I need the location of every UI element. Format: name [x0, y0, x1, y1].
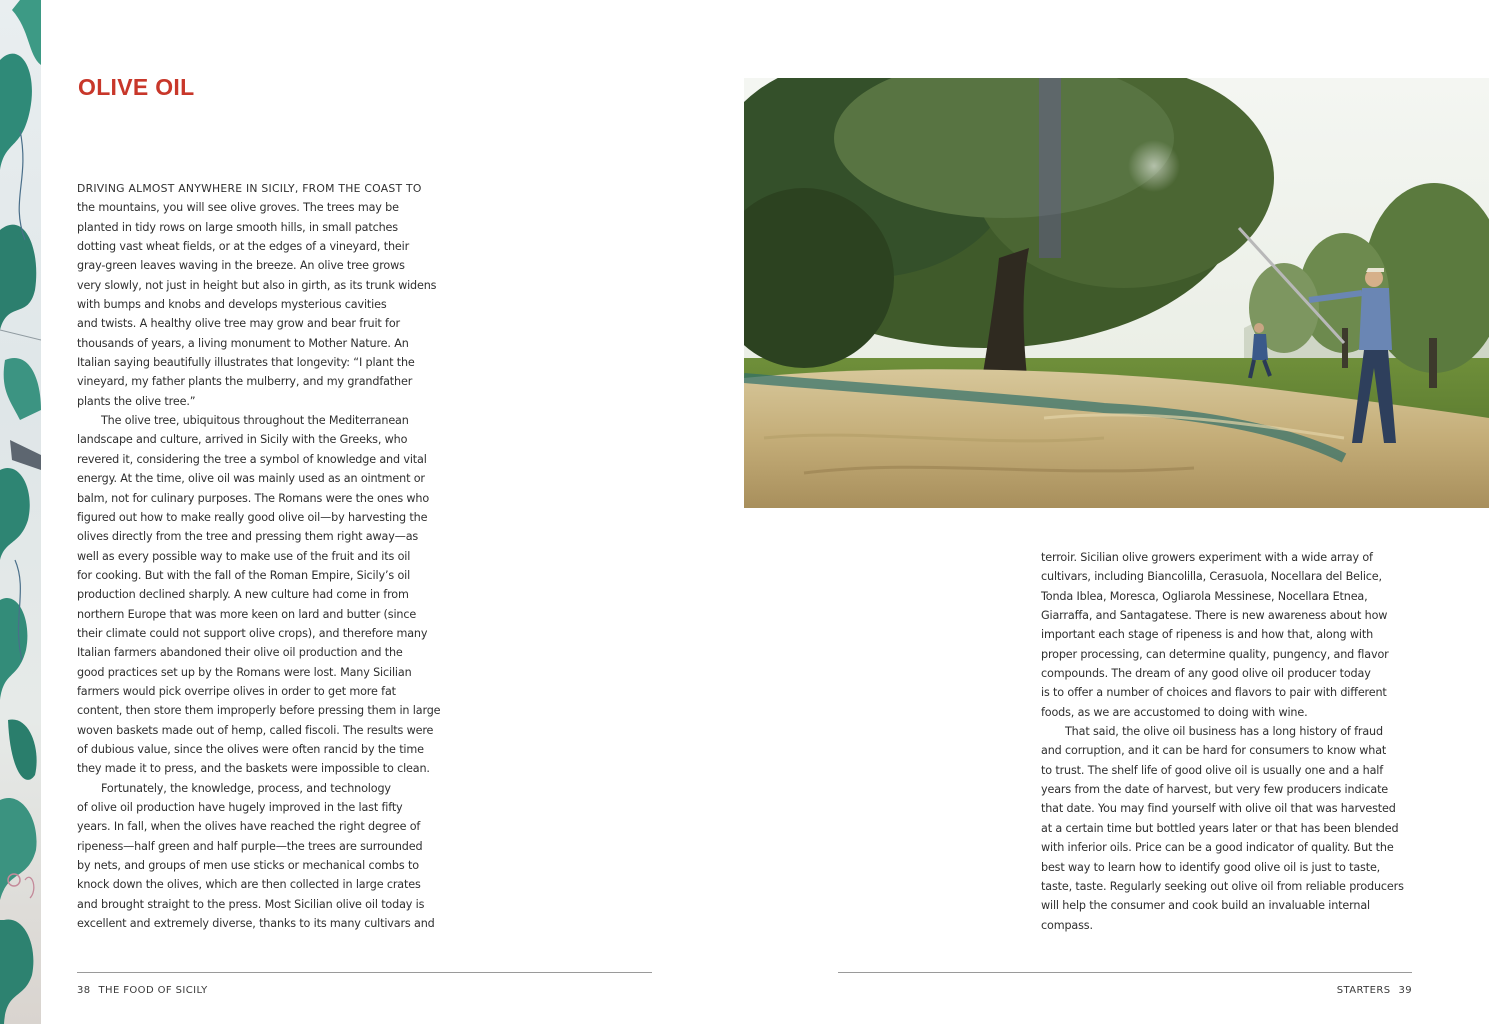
body-text-line: vineyard, my father plants the mulberry, and my grandfather	[77, 375, 413, 389]
left-body-text	[77, 179, 452, 933]
body-text-line: figured out how to make really good olive oil—by harvesting the	[77, 510, 428, 524]
body-text-line: taste, taste. Regularly seeking out olive oil from reliable producers	[1041, 879, 1404, 893]
body-text-line: woven baskets made out of hemp, called fiscoli. The results were	[77, 723, 434, 737]
body-text-line: northern Europe that was more keen on lard and butter (since	[77, 607, 417, 621]
body-text-line: good practices set up by the Romans were lost. Many Sicilian	[77, 665, 412, 679]
right-body-text	[1041, 548, 1416, 935]
body-text-line: gray-green leaves waving in the breeze. An olive tree grows	[77, 259, 405, 273]
body-text-line: years. In fall, when the olives have reached the right degree of	[77, 820, 421, 834]
body-text-line: farmers would pick overripe olives in order to get more fat	[77, 684, 396, 698]
body-text-line: and twists. A healthy olive tree may grow and bear fruit for	[77, 317, 400, 331]
body-text-line: well as every possible way to make use of the fruit and its oil	[77, 549, 411, 563]
body-text-line: revered it, considering the tree a symbol of knowledge and vital	[77, 452, 427, 466]
body-text-line: of dubious value, since the olives were often rancid by the time	[77, 742, 424, 756]
tile-pattern-icon	[0, 0, 41, 1024]
body-text-line: compass.	[1041, 918, 1093, 932]
body-text-line: their climate could not support olive crops), and therefore many	[77, 626, 428, 640]
right-page	[744, 0, 1489, 1024]
body-text-line: and brought straight to the press. Most Sicilian olive oil today is	[77, 897, 425, 911]
body-text-line: at a certain time but bottled years later or that has been blended	[1041, 821, 1399, 835]
body-text-line: they made it to press, and the baskets were impossible to clean.	[77, 762, 430, 776]
folio-right	[1337, 985, 1412, 996]
body-text-line: landscape and culture, arrived in Sicily with the Greeks, who	[77, 433, 408, 447]
body-text-line: years from the date of harvest, but very few producers indicate	[1041, 783, 1389, 797]
body-text-line: planted in tidy rows on large smooth hills, in small patches	[77, 220, 398, 234]
running-head: THE FOOD OF SICILY	[98, 985, 208, 996]
folio-left	[77, 985, 208, 996]
body-text-line: best way to learn how to identify good olive oil is just to taste,	[1041, 860, 1381, 874]
body-text-line: Fortunately, the knowledge, process, and technology	[101, 781, 391, 795]
body-text-line: Tonda Iblea, Moresca, Ogliarola Messinese, Nocellara Etnea,	[1041, 589, 1368, 603]
running-head: STARTERS	[1336, 985, 1391, 996]
left-page	[41, 0, 744, 1024]
body-text-line: Giarraffa, and Santagatese. There is new awareness about how	[1041, 609, 1388, 623]
body-text-line: knock down the olives, which are then collected in large crates	[77, 878, 421, 892]
body-text-line: proper processing, can determine quality, pungency, and flavor	[1041, 647, 1389, 661]
body-text-line: DRIVING ALMOST ANYWHERE IN SICILY, FROM THE COAST TO	[77, 182, 422, 195]
body-text-line: thousands of years, a living monument to Mother Nature. An	[77, 336, 409, 350]
body-text-line: that date. You may find yourself with olive oil that was harvested	[1041, 802, 1396, 816]
body-text-line: olives directly from the tree and pressing them right away—as	[77, 530, 419, 544]
body-text-line: Italian saying beautifully illustrates that longevity: “I plant the	[77, 356, 415, 370]
page-number: 39	[1398, 985, 1412, 996]
body-text-line: will help the consumer and cook build an invaluable internal	[1041, 899, 1370, 913]
olive-grove-photo	[744, 78, 1489, 508]
body-text-line: energy. At the time, olive oil was mainly used as an ointment or	[77, 472, 425, 486]
body-text-line: cultivars, including Biancolilla, Cerasuola, Nocellara del Belice,	[1041, 570, 1382, 584]
body-text-line: plants the olive tree.”	[77, 394, 196, 408]
body-text-line: That said, the olive oil business has a long history of fraud	[1065, 725, 1383, 739]
body-text-line: for cooking. But with the fall of the Roman Empire, Sicily’s oil	[77, 568, 411, 582]
page-number: 38	[77, 985, 91, 996]
body-text-line: dotting vast wheat fields, or at the edges of a vineyard, their	[77, 240, 410, 254]
body-text-line: foods, as we are accustomed to doing with wine.	[1041, 705, 1308, 719]
body-text-line: Italian farmers abandoned their olive oil production and the	[77, 646, 403, 660]
section-heading: OLIVE OIL	[78, 74, 195, 100]
decorative-tile-border	[0, 0, 41, 1024]
body-text-line: of olive oil production have hugely improved in the last fifty	[77, 801, 403, 814]
body-text-line: with inferior oils. Price can be a good indicator of quality. But the	[1041, 841, 1394, 855]
body-text-line: important each stage of ripeness is and how that, along with	[1041, 628, 1374, 642]
olive-grove-harvest-photo-icon	[744, 78, 1489, 508]
body-text-line: production declined sharply. A new culture had come in from	[77, 588, 409, 602]
body-text-line: excellent and extremely diverse, thanks to its many cultivars and	[77, 917, 435, 931]
footer-rule	[838, 972, 1412, 973]
body-text-line: and corruption, and it can be hard for consumers to know what	[1041, 744, 1387, 758]
body-text-line: with bumps and knobs and develops mysterious cavities	[77, 298, 387, 312]
body-text-line: by nets, and groups of men use sticks or mechanical combs to	[77, 859, 419, 873]
body-text-line: content, then store them improperly before pressing them in large	[77, 704, 441, 718]
body-text-line: to trust. The shelf life of good olive oil is usually one and a half	[1041, 763, 1384, 777]
body-text-line: compounds. The dream of any good olive oil producer today	[1041, 667, 1371, 681]
body-text-line: the mountains, you will see olive groves. The trees may be	[77, 201, 399, 215]
body-text-line: ripeness—half green and half purple—the trees are surrounded	[77, 839, 423, 853]
body-text-line: very slowly, not just in height but also in girth, as its trunk widens	[77, 278, 437, 292]
body-text-line: is to offer a number of choices and flavors to pair with different	[1041, 686, 1387, 700]
body-text-line: The olive tree, ubiquitous throughout the Mediterranean	[101, 414, 409, 428]
footer-rule	[77, 972, 652, 973]
body-text-line: balm, not for culinary purposes. The Romans were the ones who	[77, 491, 430, 505]
body-text-line: terroir. Sicilian olive growers experiment with a wide array of	[1041, 551, 1373, 564]
